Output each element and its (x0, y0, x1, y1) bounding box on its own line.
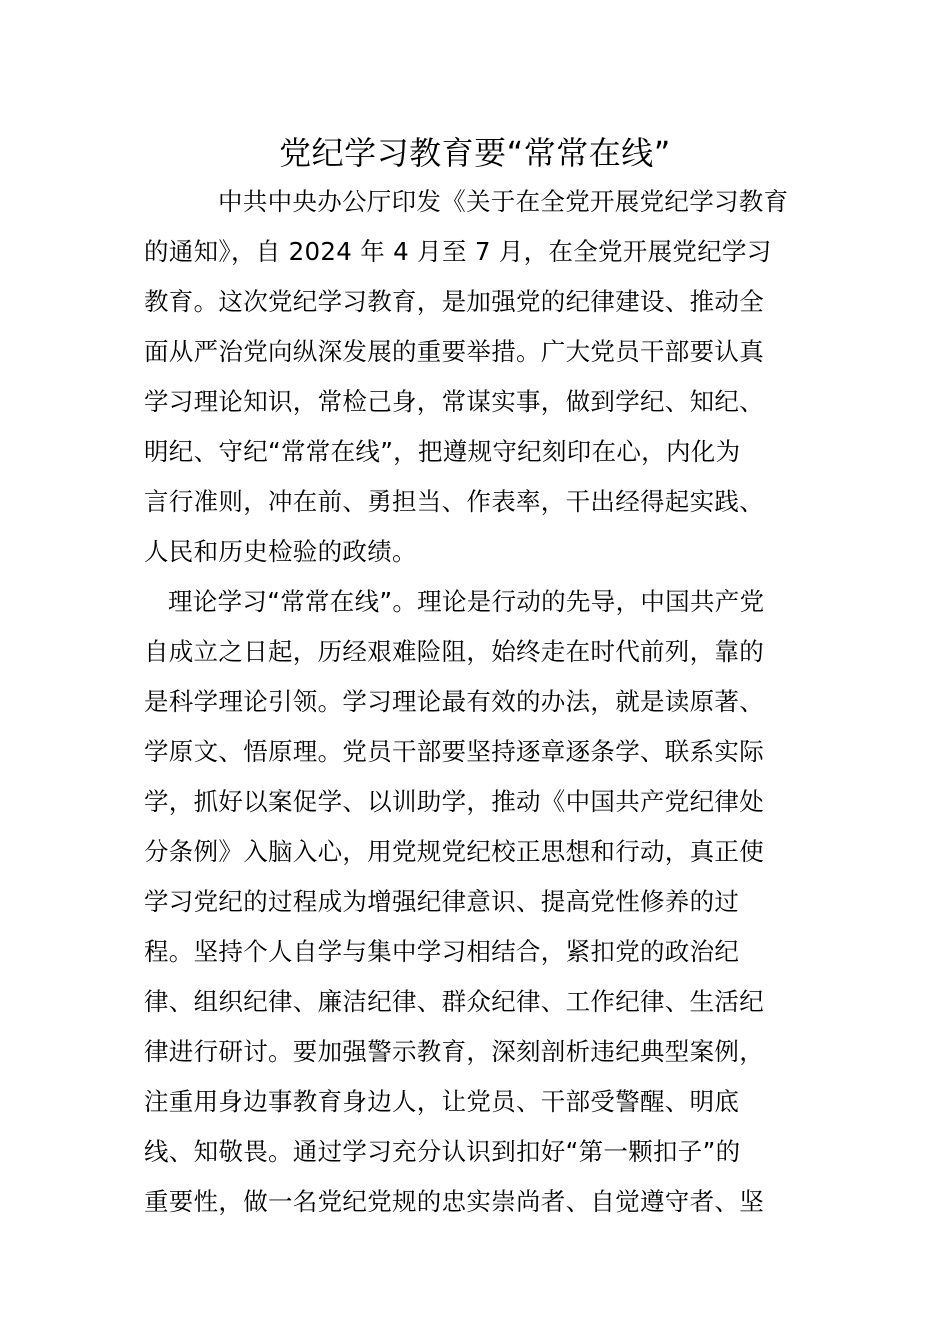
paragraph-1-line: 明纪、守纪“常常在线”，把遵规守纪刻印在心，内化为 (144, 437, 741, 466)
document-title: 党纪学习教育要“常常在线” (279, 134, 671, 172)
paragraph-2-line: 自成立之日起，历经艰难险阻，始终走在时代前列，靠的 (144, 637, 764, 666)
paragraph-2-line: 理论学习“常常在线”。理论是行动的先导，中国共产党 (168, 587, 765, 616)
paragraph-2-line: 程。坚持个人自学与集中学习相结合，紧扣党的政治纪 (144, 937, 740, 966)
paragraph-2-line: 学，抓好以案促学、以训助学，推动《中国共产党纪律处 (144, 787, 764, 816)
paragraph-2-line: 重要性，做一名党纪党规的忠实崇尚者、自觉遵守者、坚 (144, 1187, 764, 1216)
paragraph-1-line: 教育。这次党纪学习教育，是加强党的纪律建设、推动全 (144, 287, 764, 316)
paragraph-2-line: 分条例》入脑入心，用党规党纪校正思想和行动，真正使 (144, 837, 764, 866)
paragraph-1-line: 的通知》，自 2024 年 4 月至 7 月，在全党开展党纪学习 (144, 237, 772, 266)
paragraph-1-line: 中共中央办公厅印发《关于在全党开展党纪学习教育 (218, 187, 789, 216)
paragraph-2-line: 线、知敬畏。通过学习充分认识到扣好“第一颗扣子”的 (144, 1137, 741, 1166)
paragraph-2-line: 注重用身边事教育身边人，让党员、干部受警醒、明底 (144, 1087, 740, 1116)
paragraph-2-line: 是科学理论引领。学习理论最有效的办法，就是读原著、 (144, 687, 764, 716)
paragraph-1-line: 言行准则，冲在前、勇担当、作表率，干出经得起实践、 (144, 487, 764, 516)
paragraph-1-line: 人民和历史检验的政绩。 (144, 537, 417, 566)
paragraph-2-line: 律、组织纪律、廉洁纪律、群众纪律、工作纪律、生活纪 (144, 987, 764, 1016)
paragraph-1-line: 学习理论知识，常检己身，常谋实事，做到学纪、知纪、 (144, 387, 764, 416)
paragraph-2-line: 律进行研讨。要加强警示教育，深刻剖析违纪典型案例， (144, 1037, 764, 1066)
paragraph-2-line: 学习党纪的过程成为增强纪律意识、提高党性修养的过 (144, 887, 740, 916)
paragraph-1-line: 面从严治党向纵深发展的重要举措。广大党员干部要认真 (144, 337, 764, 366)
document-body (144, 177, 810, 1227)
paragraph-2-line: 学原文、悟原理。党员干部要坚持逐章逐条学、联系实际 (144, 737, 764, 766)
